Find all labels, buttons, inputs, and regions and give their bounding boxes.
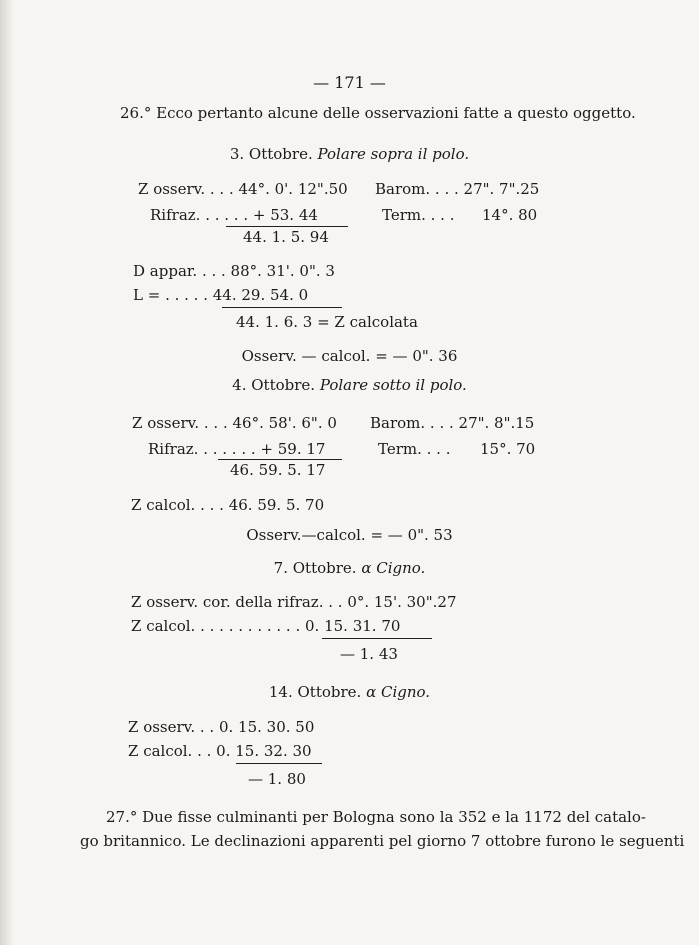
obs3-diff-rule — [322, 638, 432, 639]
section-27-line-1: 27.° Due fisse culminanti per Bologna sono la 352 e la 1172 del catalo- — [106, 808, 646, 826]
page-number: — 171 — — [313, 73, 386, 92]
obs1-heading — [0, 145, 699, 163]
obs3-diff: — 1. 43 — [340, 645, 398, 663]
obs1-term-value: 14°. 80 — [482, 206, 538, 224]
obs2-sum: 46. 59. 5. 17 — [230, 461, 326, 479]
obs4-star: α Cigno. — [366, 683, 431, 701]
obs4-date: 14. Ottobre. — [268, 683, 362, 701]
obs1-rifraz: Rifraz. . . . . . + 53. 44 — [150, 206, 318, 224]
obs1-z-osserv: Z osserv. . . . 44°. 0'. 12".50 — [138, 180, 348, 198]
obs1-l: L = . . . . . 44. 29. 54. 0 — [133, 286, 309, 304]
obs2-star: Polare sotto il polo. — [319, 376, 467, 394]
obs4-diff: — 1. 80 — [248, 770, 306, 788]
obs2-z-calcol: Z calcol. . . . 46. 59. 5. 70 — [131, 496, 325, 514]
obs1-term: Term. . . . — [382, 206, 455, 224]
obs1-star: Polare sopra il polo. — [317, 145, 470, 163]
obs2-barom: Barom. . . . 27". 8".15 — [370, 414, 535, 432]
section-27-line-2: go britannico. Le declinazioni apparenti pel giorno 7 ottobre furono le seguenti — [80, 832, 685, 850]
obs1-d-appar: D appar. . . . 88°. 31'. 0". 3 — [133, 262, 335, 280]
obs2-heading — [0, 376, 699, 394]
section-26-intro: 26.° Ecco pertanto alcune delle osservazioni fatte a questo oggetto. — [120, 104, 636, 122]
obs1-diff: Osserv. — calcol. = — 0". 36 — [241, 347, 458, 365]
obs1-z-calcolata: 44. 1. 6. 3 = Z calcolata — [236, 313, 418, 331]
obs2-date: 4. Ottobre. — [232, 376, 316, 394]
obs3-z-calcol: Z calcol. . . . . . . . . . . . 0. 15. 31. 70 — [131, 617, 401, 635]
obs4-z-osserv: Z osserv. . . 0. 15. 30. 50 — [128, 718, 315, 736]
obs2-z-osserv: Z osserv. . . . 46°. 58'. 6". 0 — [132, 414, 337, 432]
obs1-sum-rule — [226, 226, 348, 227]
obs4-heading — [0, 683, 699, 701]
obs1-date: 3. Ottobre. — [229, 145, 313, 163]
obs3-date: 7. Ottobre. — [273, 559, 357, 577]
obs1-calc-rule — [222, 307, 342, 308]
obs2-sum-rule — [218, 459, 342, 460]
obs4-z-calcol: Z calcol. . . 0. 15. 32. 30 — [128, 742, 312, 760]
page-gutter-shadow — [0, 0, 14, 945]
obs2-term: Term. . . . — [378, 440, 451, 458]
obs3-heading — [0, 559, 699, 577]
obs1-barom: Barom. . . . 27". 7".25 — [375, 180, 540, 198]
obs2-term-value: 15°. 70 — [480, 440, 536, 458]
obs3-star: α Cigno. — [361, 559, 426, 577]
obs2-diff: Osserv.—calcol. = — 0". 53 — [246, 526, 453, 544]
obs2-rifraz: Rifraz. . . . . . . + 59. 17 — [148, 440, 326, 458]
obs1-sum: 44. 1. 5. 94 — [243, 228, 329, 246]
obs3-z-osserv: Z osserv. cor. della rifraz. . . 0°. 15'. 30".27 — [131, 593, 457, 611]
obs4-diff-rule — [236, 763, 322, 764]
